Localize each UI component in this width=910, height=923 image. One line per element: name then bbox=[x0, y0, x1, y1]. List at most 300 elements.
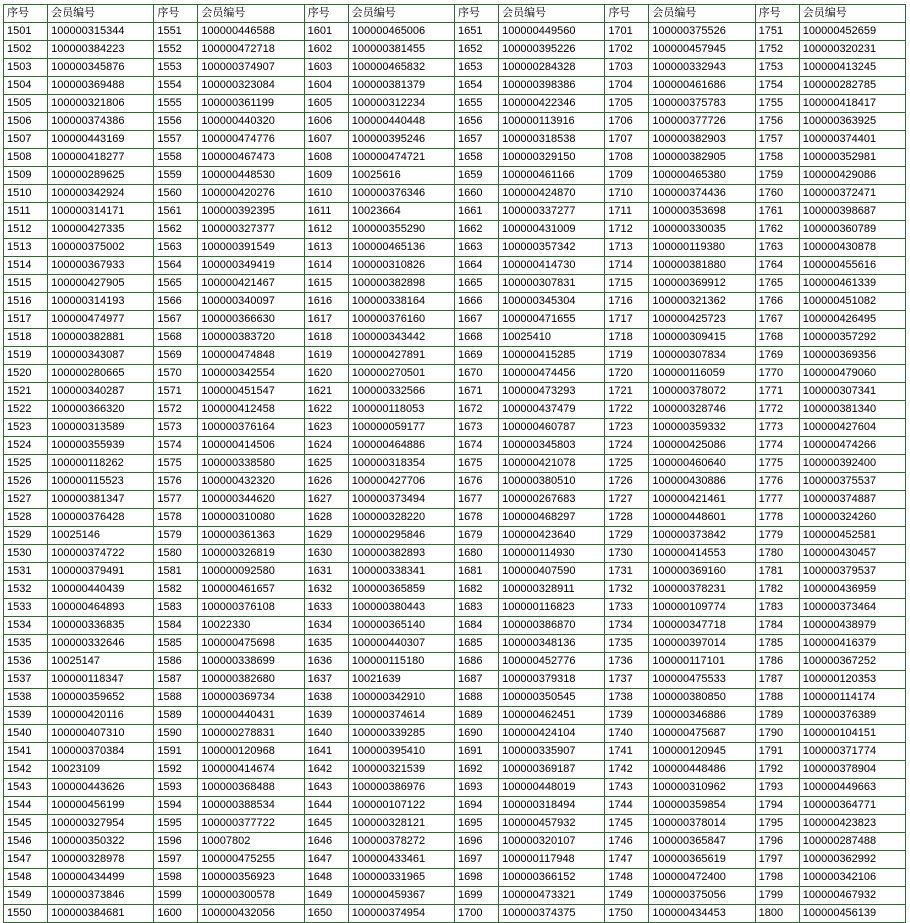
cell-member-id[interactable]: 100000474266 bbox=[799, 437, 905, 455]
cell-index[interactable]: 1666 bbox=[454, 293, 498, 311]
cell-index[interactable]: 1674 bbox=[454, 437, 498, 455]
cell-member-id[interactable]: 100000448019 bbox=[499, 779, 605, 797]
cell-member-id[interactable]: 100000392400 bbox=[799, 455, 905, 473]
cell-index[interactable]: 1761 bbox=[755, 203, 799, 221]
cell-member-id[interactable]: 100000414674 bbox=[198, 761, 304, 779]
cell-member-id[interactable]: 100000432056 bbox=[198, 905, 304, 923]
cell-index[interactable]: 1628 bbox=[304, 509, 348, 527]
cell-index[interactable]: 1686 bbox=[454, 653, 498, 671]
cell-member-id[interactable]: 100000465136 bbox=[348, 239, 454, 257]
cell-member-id[interactable]: 100000323084 bbox=[198, 77, 304, 95]
cell-index[interactable]: 1687 bbox=[454, 671, 498, 689]
cell-member-id[interactable]: 100000369187 bbox=[499, 761, 605, 779]
cell-member-id[interactable]: 100000440431 bbox=[198, 707, 304, 725]
cell-index[interactable]: 1609 bbox=[304, 167, 348, 185]
cell-member-id[interactable]: 100000379491 bbox=[48, 563, 154, 581]
cell-member-id[interactable]: 100000398687 bbox=[799, 203, 905, 221]
cell-index[interactable]: 1663 bbox=[454, 239, 498, 257]
cell-member-id[interactable]: 100000374907 bbox=[198, 59, 304, 77]
cell-member-id[interactable]: 100000365847 bbox=[649, 833, 755, 851]
cell-index[interactable]: 1540 bbox=[4, 725, 48, 743]
cell-index[interactable]: 1742 bbox=[605, 761, 649, 779]
cell-member-id[interactable]: 100000433461 bbox=[348, 851, 454, 869]
cell-member-id[interactable]: 100000326819 bbox=[198, 545, 304, 563]
cell-member-id[interactable]: 100000456139 bbox=[799, 905, 905, 923]
cell-index[interactable]: 1630 bbox=[304, 545, 348, 563]
cell-index[interactable]: 1551 bbox=[154, 23, 198, 41]
cell-member-id[interactable]: 100000421461 bbox=[649, 491, 755, 509]
cell-index[interactable]: 1795 bbox=[755, 815, 799, 833]
cell-member-id[interactable]: 100000113916 bbox=[499, 113, 605, 131]
cell-member-id[interactable]: 100000412458 bbox=[198, 401, 304, 419]
cell-index[interactable]: 1531 bbox=[4, 563, 48, 581]
cell-member-id[interactable]: 100000267683 bbox=[499, 491, 605, 509]
cell-index[interactable]: 1504 bbox=[4, 77, 48, 95]
cell-index[interactable]: 1669 bbox=[454, 347, 498, 365]
cell-member-id[interactable]: 100000376160 bbox=[348, 311, 454, 329]
cell-index[interactable]: 1643 bbox=[304, 779, 348, 797]
cell-member-id[interactable]: 100000424870 bbox=[499, 185, 605, 203]
cell-index[interactable]: 1559 bbox=[154, 167, 198, 185]
cell-member-id[interactable]: 100000434453 bbox=[649, 905, 755, 923]
cell-member-id[interactable]: 100000440448 bbox=[348, 113, 454, 131]
cell-member-id[interactable]: 100000464893 bbox=[48, 599, 154, 617]
cell-member-id[interactable]: 100000331965 bbox=[348, 869, 454, 887]
cell-index[interactable]: 1673 bbox=[454, 419, 498, 437]
cell-member-id[interactable]: 100000300578 bbox=[198, 887, 304, 905]
cell-member-id[interactable]: 100000310826 bbox=[348, 257, 454, 275]
cell-member-id[interactable]: 100000344620 bbox=[198, 491, 304, 509]
cell-index[interactable]: 1793 bbox=[755, 779, 799, 797]
cell-member-id[interactable]: 100000328978 bbox=[48, 851, 154, 869]
cell-member-id[interactable]: 100000295846 bbox=[348, 527, 454, 545]
cell-index[interactable]: 1523 bbox=[4, 419, 48, 437]
cell-member-id[interactable]: 100000413245 bbox=[799, 59, 905, 77]
cell-index[interactable]: 1615 bbox=[304, 275, 348, 293]
cell-index[interactable]: 1754 bbox=[755, 77, 799, 95]
cell-index[interactable]: 1508 bbox=[4, 149, 48, 167]
cell-index[interactable]: 1768 bbox=[755, 329, 799, 347]
cell-index[interactable]: 1756 bbox=[755, 113, 799, 131]
cell-index[interactable]: 1597 bbox=[154, 851, 198, 869]
cell-member-id[interactable]: 100000328220 bbox=[348, 509, 454, 527]
cell-member-id[interactable]: 100000465380 bbox=[649, 167, 755, 185]
cell-member-id[interactable]: 100000355939 bbox=[48, 437, 154, 455]
cell-index[interactable]: 1635 bbox=[304, 635, 348, 653]
cell-member-id[interactable]: 100000376346 bbox=[348, 185, 454, 203]
cell-index[interactable]: 1778 bbox=[755, 509, 799, 527]
cell-member-id[interactable]: 100000420116 bbox=[48, 707, 154, 725]
cell-index[interactable]: 1773 bbox=[755, 419, 799, 437]
cell-index[interactable]: 1645 bbox=[304, 815, 348, 833]
cell-member-id[interactable]: 100000313589 bbox=[48, 419, 154, 437]
cell-member-id[interactable]: 100000381880 bbox=[649, 257, 755, 275]
cell-member-id[interactable]: 100000345803 bbox=[499, 437, 605, 455]
cell-index[interactable]: 1526 bbox=[4, 473, 48, 491]
cell-member-id[interactable]: 100000464886 bbox=[348, 437, 454, 455]
cell-index[interactable]: 1706 bbox=[605, 113, 649, 131]
cell-index[interactable]: 1612 bbox=[304, 221, 348, 239]
cell-member-id[interactable]: 100000373464 bbox=[799, 599, 905, 617]
cell-member-id[interactable]: 100000115523 bbox=[48, 473, 154, 491]
cell-member-id[interactable]: 100000374386 bbox=[48, 113, 154, 131]
cell-index[interactable]: 1733 bbox=[605, 599, 649, 617]
cell-index[interactable]: 1764 bbox=[755, 257, 799, 275]
cell-member-id[interactable]: 100000332646 bbox=[48, 635, 154, 653]
cell-index[interactable]: 1586 bbox=[154, 653, 198, 671]
cell-index[interactable]: 1659 bbox=[454, 167, 498, 185]
cell-index[interactable]: 1730 bbox=[605, 545, 649, 563]
cell-member-id[interactable]: 100000369912 bbox=[649, 275, 755, 293]
cell-index[interactable]: 1703 bbox=[605, 59, 649, 77]
cell-member-id[interactable]: 100000371774 bbox=[799, 743, 905, 761]
cell-index[interactable]: 1555 bbox=[154, 95, 198, 113]
cell-index[interactable]: 1691 bbox=[454, 743, 498, 761]
cell-member-id[interactable]: 100000407310 bbox=[48, 725, 154, 743]
cell-member-id[interactable]: 100000307831 bbox=[499, 275, 605, 293]
cell-index[interactable]: 1651 bbox=[454, 23, 498, 41]
cell-index[interactable]: 1613 bbox=[304, 239, 348, 257]
cell-member-id[interactable]: 100000382903 bbox=[649, 131, 755, 149]
cell-index[interactable]: 1759 bbox=[755, 167, 799, 185]
cell-index[interactable]: 1539 bbox=[4, 707, 48, 725]
cell-index[interactable]: 1525 bbox=[4, 455, 48, 473]
cell-index[interactable]: 1622 bbox=[304, 401, 348, 419]
cell-index[interactable]: 1732 bbox=[605, 581, 649, 599]
cell-index[interactable]: 1579 bbox=[154, 527, 198, 545]
cell-index[interactable]: 1533 bbox=[4, 599, 48, 617]
cell-index[interactable]: 1693 bbox=[454, 779, 498, 797]
cell-index[interactable]: 1568 bbox=[154, 329, 198, 347]
cell-member-id[interactable]: 100000474848 bbox=[198, 347, 304, 365]
cell-index[interactable]: 1784 bbox=[755, 617, 799, 635]
cell-index[interactable]: 1535 bbox=[4, 635, 48, 653]
cell-index[interactable]: 1626 bbox=[304, 473, 348, 491]
cell-index[interactable]: 1709 bbox=[605, 167, 649, 185]
cell-member-id[interactable]: 100000462451 bbox=[499, 707, 605, 725]
cell-index[interactable]: 1522 bbox=[4, 401, 48, 419]
cell-index[interactable]: 1603 bbox=[304, 59, 348, 77]
cell-index[interactable]: 1644 bbox=[304, 797, 348, 815]
cell-index[interactable]: 1647 bbox=[304, 851, 348, 869]
cell-index[interactable]: 1636 bbox=[304, 653, 348, 671]
cell-index[interactable]: 1566 bbox=[154, 293, 198, 311]
cell-member-id[interactable]: 100000350545 bbox=[499, 689, 605, 707]
cell-member-id[interactable]: 100000473321 bbox=[499, 887, 605, 905]
cell-member-id[interactable]: 100000443169 bbox=[48, 131, 154, 149]
cell-member-id[interactable]: 100000377726 bbox=[649, 113, 755, 131]
cell-index[interactable]: 1570 bbox=[154, 365, 198, 383]
cell-member-id[interactable]: 100000118053 bbox=[348, 401, 454, 419]
cell-member-id[interactable]: 100000376389 bbox=[799, 707, 905, 725]
cell-member-id[interactable]: 100000312234 bbox=[348, 95, 454, 113]
cell-index[interactable]: 1684 bbox=[454, 617, 498, 635]
cell-member-id[interactable]: 100000421078 bbox=[499, 455, 605, 473]
cell-member-id[interactable]: 10025616 bbox=[348, 167, 454, 185]
cell-index[interactable]: 1799 bbox=[755, 887, 799, 905]
cell-index[interactable]: 1660 bbox=[454, 185, 498, 203]
cell-index[interactable]: 1556 bbox=[154, 113, 198, 131]
cell-member-id[interactable]: 100000335907 bbox=[499, 743, 605, 761]
cell-index[interactable]: 1537 bbox=[4, 671, 48, 689]
cell-member-id[interactable]: 100000375537 bbox=[799, 473, 905, 491]
cell-index[interactable]: 1688 bbox=[454, 689, 498, 707]
cell-member-id[interactable]: 100000318494 bbox=[499, 797, 605, 815]
cell-member-id[interactable]: 100000434499 bbox=[48, 869, 154, 887]
cell-member-id[interactable]: 100000443626 bbox=[48, 779, 154, 797]
cell-member-id[interactable]: 100000376428 bbox=[48, 509, 154, 527]
cell-index[interactable]: 1610 bbox=[304, 185, 348, 203]
cell-index[interactable]: 1573 bbox=[154, 419, 198, 437]
cell-member-id[interactable]: 100000431009 bbox=[499, 221, 605, 239]
cell-member-id[interactable]: 100000321806 bbox=[48, 95, 154, 113]
cell-member-id[interactable]: 100000363925 bbox=[799, 113, 905, 131]
cell-member-id[interactable]: 100000328911 bbox=[499, 581, 605, 599]
cell-member-id[interactable]: 100000368488 bbox=[198, 779, 304, 797]
cell-index[interactable]: 1529 bbox=[4, 527, 48, 545]
cell-member-id[interactable]: 100000114930 bbox=[499, 545, 605, 563]
cell-index[interactable]: 1700 bbox=[454, 905, 498, 923]
cell-member-id[interactable]: 100000460787 bbox=[499, 419, 605, 437]
cell-index[interactable]: 1775 bbox=[755, 455, 799, 473]
cell-index[interactable]: 1578 bbox=[154, 509, 198, 527]
cell-index[interactable]: 1621 bbox=[304, 383, 348, 401]
cell-member-id[interactable]: 100000467932 bbox=[799, 887, 905, 905]
cell-member-id[interactable]: 100000427891 bbox=[348, 347, 454, 365]
cell-member-id[interactable]: 100000474456 bbox=[499, 365, 605, 383]
cell-member-id[interactable]: 100000378231 bbox=[649, 581, 755, 599]
cell-member-id[interactable]: 100000376164 bbox=[198, 419, 304, 437]
cell-member-id[interactable]: 100000116059 bbox=[649, 365, 755, 383]
cell-member-id[interactable]: 100000422346 bbox=[499, 95, 605, 113]
cell-index[interactable]: 1617 bbox=[304, 311, 348, 329]
cell-index[interactable]: 1748 bbox=[605, 869, 649, 887]
cell-index[interactable]: 1665 bbox=[454, 275, 498, 293]
cell-index[interactable]: 1698 bbox=[454, 869, 498, 887]
cell-index[interactable]: 1667 bbox=[454, 311, 498, 329]
cell-member-id[interactable]: 100000452659 bbox=[799, 23, 905, 41]
cell-index[interactable]: 1583 bbox=[154, 599, 198, 617]
cell-index[interactable]: 1618 bbox=[304, 329, 348, 347]
cell-member-id[interactable]: 100000374436 bbox=[649, 185, 755, 203]
cell-member-id[interactable]: 100000369488 bbox=[48, 77, 154, 95]
cell-member-id[interactable]: 100000378072 bbox=[649, 383, 755, 401]
cell-member-id[interactable]: 100000430886 bbox=[649, 473, 755, 491]
cell-member-id[interactable]: 100000449663 bbox=[799, 779, 905, 797]
cell-member-id[interactable]: 100000468297 bbox=[499, 509, 605, 527]
cell-index[interactable]: 1710 bbox=[605, 185, 649, 203]
cell-member-id[interactable]: 100000348136 bbox=[499, 635, 605, 653]
cell-member-id[interactable]: 100000360789 bbox=[799, 221, 905, 239]
cell-index[interactable]: 1721 bbox=[605, 383, 649, 401]
cell-member-id[interactable]: 100000380850 bbox=[649, 689, 755, 707]
cell-member-id[interactable]: 100000115180 bbox=[348, 653, 454, 671]
cell-index[interactable]: 1681 bbox=[454, 563, 498, 581]
cell-member-id[interactable]: 100000423640 bbox=[499, 527, 605, 545]
cell-member-id[interactable]: 100000353698 bbox=[649, 203, 755, 221]
cell-member-id[interactable]: 100000416379 bbox=[799, 635, 905, 653]
cell-index[interactable]: 1638 bbox=[304, 689, 348, 707]
cell-member-id[interactable]: 10025146 bbox=[48, 527, 154, 545]
cell-index[interactable]: 1629 bbox=[304, 527, 348, 545]
cell-index[interactable]: 1740 bbox=[605, 725, 649, 743]
cell-member-id[interactable]: 100000370384 bbox=[48, 743, 154, 761]
cell-member-id[interactable]: 100000338164 bbox=[348, 293, 454, 311]
cell-index[interactable]: 1605 bbox=[304, 95, 348, 113]
cell-member-id[interactable]: 100000284328 bbox=[499, 59, 605, 77]
cell-index[interactable]: 1758 bbox=[755, 149, 799, 167]
cell-index[interactable]: 1553 bbox=[154, 59, 198, 77]
cell-member-id[interactable]: 100000448530 bbox=[198, 167, 304, 185]
cell-index[interactable]: 1705 bbox=[605, 95, 649, 113]
cell-index[interactable]: 1697 bbox=[454, 851, 498, 869]
cell-member-id[interactable]: 100000427604 bbox=[799, 419, 905, 437]
cell-index[interactable]: 1690 bbox=[454, 725, 498, 743]
cell-member-id[interactable]: 100000375783 bbox=[649, 95, 755, 113]
cell-index[interactable]: 1567 bbox=[154, 311, 198, 329]
cell-index[interactable]: 1716 bbox=[605, 293, 649, 311]
cell-member-id[interactable]: 100000382881 bbox=[48, 329, 154, 347]
cell-member-id[interactable]: 10023664 bbox=[348, 203, 454, 221]
cell-index[interactable]: 1599 bbox=[154, 887, 198, 905]
cell-member-id[interactable]: 100000338341 bbox=[348, 563, 454, 581]
cell-member-id[interactable]: 100000374375 bbox=[499, 905, 605, 923]
cell-member-id[interactable]: 100000461166 bbox=[499, 167, 605, 185]
cell-member-id[interactable]: 100000378904 bbox=[799, 761, 905, 779]
cell-index[interactable]: 1575 bbox=[154, 455, 198, 473]
cell-index[interactable]: 1606 bbox=[304, 113, 348, 131]
cell-member-id[interactable]: 100000369734 bbox=[198, 689, 304, 707]
cell-index[interactable]: 1536 bbox=[4, 653, 48, 671]
cell-index[interactable]: 1696 bbox=[454, 833, 498, 851]
cell-index[interactable]: 1513 bbox=[4, 239, 48, 257]
cell-index[interactable]: 1797 bbox=[755, 851, 799, 869]
cell-member-id[interactable]: 100000289625 bbox=[48, 167, 154, 185]
cell-member-id[interactable]: 100000372471 bbox=[799, 185, 905, 203]
cell-member-id[interactable]: 100000381340 bbox=[799, 401, 905, 419]
cell-member-id[interactable]: 100000474721 bbox=[348, 149, 454, 167]
cell-index[interactable]: 1790 bbox=[755, 725, 799, 743]
cell-index[interactable]: 1657 bbox=[454, 131, 498, 149]
cell-member-id[interactable]: 100000377722 bbox=[198, 815, 304, 833]
cell-index[interactable]: 1760 bbox=[755, 185, 799, 203]
cell-member-id[interactable]: 100000109774 bbox=[649, 599, 755, 617]
cell-index[interactable]: 1798 bbox=[755, 869, 799, 887]
cell-index[interactable]: 1751 bbox=[755, 23, 799, 41]
cell-member-id[interactable]: 100000366630 bbox=[198, 311, 304, 329]
cell-member-id[interactable]: 100000465006 bbox=[348, 23, 454, 41]
cell-member-id[interactable]: 100000369356 bbox=[799, 347, 905, 365]
cell-member-id[interactable]: 100000418277 bbox=[48, 149, 154, 167]
cell-index[interactable]: 1584 bbox=[154, 617, 198, 635]
cell-member-id[interactable]: 100000118262 bbox=[48, 455, 154, 473]
cell-member-id[interactable]: 100000318354 bbox=[348, 455, 454, 473]
cell-member-id[interactable]: 100000114174 bbox=[799, 689, 905, 707]
cell-member-id[interactable]: 100000448601 bbox=[649, 509, 755, 527]
cell-index[interactable]: 1766 bbox=[755, 293, 799, 311]
cell-index[interactable]: 1548 bbox=[4, 869, 48, 887]
cell-index[interactable]: 1737 bbox=[605, 671, 649, 689]
cell-member-id[interactable]: 100000474776 bbox=[198, 131, 304, 149]
cell-member-id[interactable]: 100000472400 bbox=[649, 869, 755, 887]
cell-index[interactable]: 1652 bbox=[454, 41, 498, 59]
cell-member-id[interactable]: 100000320231 bbox=[799, 41, 905, 59]
cell-member-id[interactable]: 100000472718 bbox=[198, 41, 304, 59]
cell-index[interactable]: 1704 bbox=[605, 77, 649, 95]
cell-member-id[interactable]: 10023109 bbox=[48, 761, 154, 779]
cell-index[interactable]: 1655 bbox=[454, 95, 498, 113]
cell-index[interactable]: 1682 bbox=[454, 581, 498, 599]
cell-index[interactable]: 1800 bbox=[755, 905, 799, 923]
cell-index[interactable]: 1722 bbox=[605, 401, 649, 419]
cell-member-id[interactable]: 100000397014 bbox=[649, 635, 755, 653]
cell-index[interactable]: 1562 bbox=[154, 221, 198, 239]
cell-member-id[interactable]: 100000475698 bbox=[198, 635, 304, 653]
cell-index[interactable]: 1708 bbox=[605, 149, 649, 167]
cell-member-id[interactable]: 100000340287 bbox=[48, 383, 154, 401]
cell-index[interactable]: 1581 bbox=[154, 563, 198, 581]
cell-index[interactable]: 1505 bbox=[4, 95, 48, 113]
cell-index[interactable]: 1619 bbox=[304, 347, 348, 365]
cell-member-id[interactable]: 100000339285 bbox=[348, 725, 454, 743]
cell-index[interactable]: 1576 bbox=[154, 473, 198, 491]
cell-member-id[interactable]: 100000369160 bbox=[649, 563, 755, 581]
cell-member-id[interactable]: 100000448486 bbox=[649, 761, 755, 779]
cell-index[interactable]: 1501 bbox=[4, 23, 48, 41]
cell-member-id[interactable]: 100000118347 bbox=[48, 671, 154, 689]
cell-member-id[interactable]: 100000382680 bbox=[198, 671, 304, 689]
cell-member-id[interactable]: 100000378272 bbox=[348, 833, 454, 851]
cell-index[interactable]: 1685 bbox=[454, 635, 498, 653]
cell-index[interactable]: 1637 bbox=[304, 671, 348, 689]
cell-member-id[interactable]: 100000327954 bbox=[48, 815, 154, 833]
cell-index[interactable]: 1757 bbox=[755, 131, 799, 149]
cell-member-id[interactable]: 100000367252 bbox=[799, 653, 905, 671]
cell-index[interactable]: 1571 bbox=[154, 383, 198, 401]
cell-index[interactable]: 1561 bbox=[154, 203, 198, 221]
cell-member-id[interactable]: 100000384681 bbox=[48, 905, 154, 923]
cell-member-id[interactable]: 10021639 bbox=[348, 671, 454, 689]
cell-member-id[interactable]: 100000337277 bbox=[499, 203, 605, 221]
cell-member-id[interactable]: 100000455616 bbox=[799, 257, 905, 275]
cell-member-id[interactable]: 100000451547 bbox=[198, 383, 304, 401]
cell-member-id[interactable]: 100000374954 bbox=[348, 905, 454, 923]
cell-member-id[interactable]: 100000359854 bbox=[649, 797, 755, 815]
cell-member-id[interactable]: 100000475687 bbox=[649, 725, 755, 743]
cell-index[interactable]: 1582 bbox=[154, 581, 198, 599]
cell-member-id[interactable]: 100000310080 bbox=[198, 509, 304, 527]
cell-index[interactable]: 1736 bbox=[605, 653, 649, 671]
cell-index[interactable]: 1552 bbox=[154, 41, 198, 59]
cell-index[interactable]: 1744 bbox=[605, 797, 649, 815]
cell-index[interactable]: 1557 bbox=[154, 131, 198, 149]
cell-member-id[interactable]: 100000374887 bbox=[799, 491, 905, 509]
cell-member-id[interactable]: 100000452776 bbox=[499, 653, 605, 671]
cell-member-id[interactable]: 100000457945 bbox=[649, 41, 755, 59]
cell-member-id[interactable]: 100000414553 bbox=[649, 545, 755, 563]
cell-index[interactable]: 1779 bbox=[755, 527, 799, 545]
cell-member-id[interactable]: 100000307834 bbox=[649, 347, 755, 365]
cell-index[interactable]: 1524 bbox=[4, 437, 48, 455]
cell-member-id[interactable]: 100000349419 bbox=[198, 257, 304, 275]
cell-index[interactable]: 1607 bbox=[304, 131, 348, 149]
cell-index[interactable]: 1689 bbox=[454, 707, 498, 725]
cell-member-id[interactable]: 100000430457 bbox=[799, 545, 905, 563]
cell-index[interactable]: 1633 bbox=[304, 599, 348, 617]
cell-index[interactable]: 1589 bbox=[154, 707, 198, 725]
cell-member-id[interactable]: 100000479060 bbox=[799, 365, 905, 383]
cell-index[interactable]: 1631 bbox=[304, 563, 348, 581]
